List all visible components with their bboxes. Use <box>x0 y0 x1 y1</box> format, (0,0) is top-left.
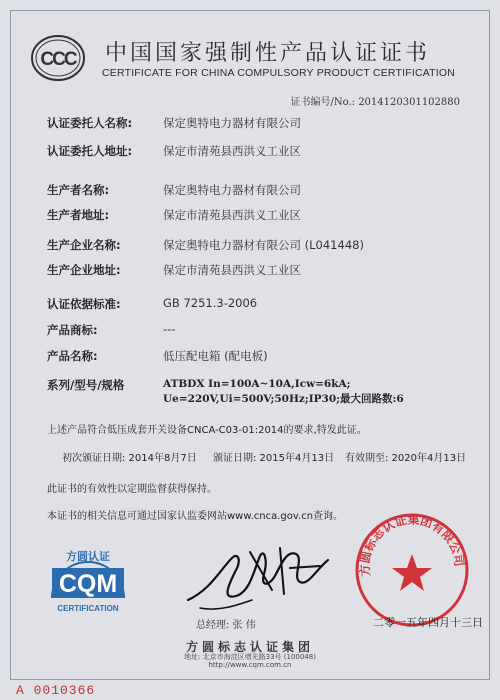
red-seal-icon <box>352 510 472 630</box>
field-label: 生产者地址: <box>47 208 110 222</box>
field-label: 系列/型号/规格 <box>47 378 125 392</box>
certificate-title-cn: 中国国家强制性产品认证证书 <box>105 41 431 66</box>
field-value: 保定市清苑县西洪义工业区 <box>163 144 301 158</box>
validity-statement: 此证书的有效性以定期监督获得保持。 <box>47 484 217 495</box>
expiry-date: 有效期至: 2020年4月13日 <box>345 453 467 464</box>
seal-text-path: 方圆标志认证集团有限公司 <box>357 512 467 577</box>
issue-date: 颁证日期: 2015年4月13日 <box>213 453 335 464</box>
ccc-logo-icon <box>30 30 86 86</box>
issue-date-cn: 二零一五年四月十三日 <box>373 616 483 629</box>
field-label: 认证委托人名称: <box>47 116 133 130</box>
field-value: --- <box>163 322 176 336</box>
field-value: 保定市清苑县西洪义工业区 <box>163 263 301 277</box>
first-issue-date: 初次颁证日期: 2014年8月7日 <box>62 453 197 464</box>
cqm-logo-icon <box>38 540 138 630</box>
certificate-title-en: CERTIFICATE FOR CHINA COMPULSORY PRODUCT CERTIFICATION <box>102 67 456 79</box>
field-label: 认证依据标准: <box>47 297 121 311</box>
signer-name: 总经理: 张 伟 <box>196 620 256 631</box>
info-query-statement: 本证书的相关信息可通过国家认监委网站www.cnca.gov.cn查询。 <box>47 511 344 522</box>
field-label: 生产企业地址: <box>47 263 121 277</box>
cqm-logo-bottom-text: CERTIFICATION <box>57 604 119 613</box>
field-label: 生产企业名称: <box>47 238 121 252</box>
footer-website: http://www.cqm.com.cn <box>208 661 292 669</box>
field-label: 认证委托人地址: <box>47 144 133 158</box>
signature-icon <box>180 530 340 620</box>
footer-address: 地址: 北京市海淀区增光路33号 (100048) <box>184 653 316 661</box>
cqm-logo-top-text: 方圆认证 <box>66 550 110 563</box>
conformity-statement: 上述产品符合低压成套开关设备CNCA-C03-01:2014的要求,特发此证。 <box>47 425 367 436</box>
field-value: 保定奥特电力器材有限公司 <box>163 116 301 130</box>
model-spec-value: ATBDX In=100A~10A,Icw=6kA; Ue=220V,Ui=500V;50Hz;IP30;最大回路数:6 <box>163 378 404 405</box>
field-label: 生产者名称: <box>47 183 110 197</box>
ccc-logo-text: CCC <box>40 49 76 70</box>
footer-organization: 方圆标志认证集团 <box>185 640 314 654</box>
serial-number: A 0010366 <box>16 683 96 698</box>
field-value: GB 7251.3-2006 <box>163 296 258 310</box>
field-label: 产品商标: <box>47 323 98 337</box>
field-value: 低压配电箱 (配电板) <box>163 349 268 363</box>
field-label: 产品名称: <box>47 349 98 363</box>
cqm-logo-text: CQM <box>58 570 118 598</box>
certificate-number: 证书编号/No.: 2014120301102880 <box>290 97 460 108</box>
field-value: 保定奥特电力器材有限公司 <box>163 183 301 197</box>
field-value: 保定市清苑县西洪义工业区 <box>163 208 301 222</box>
field-value: 保定奥特电力器材有限公司 (L041448) <box>163 238 364 252</box>
